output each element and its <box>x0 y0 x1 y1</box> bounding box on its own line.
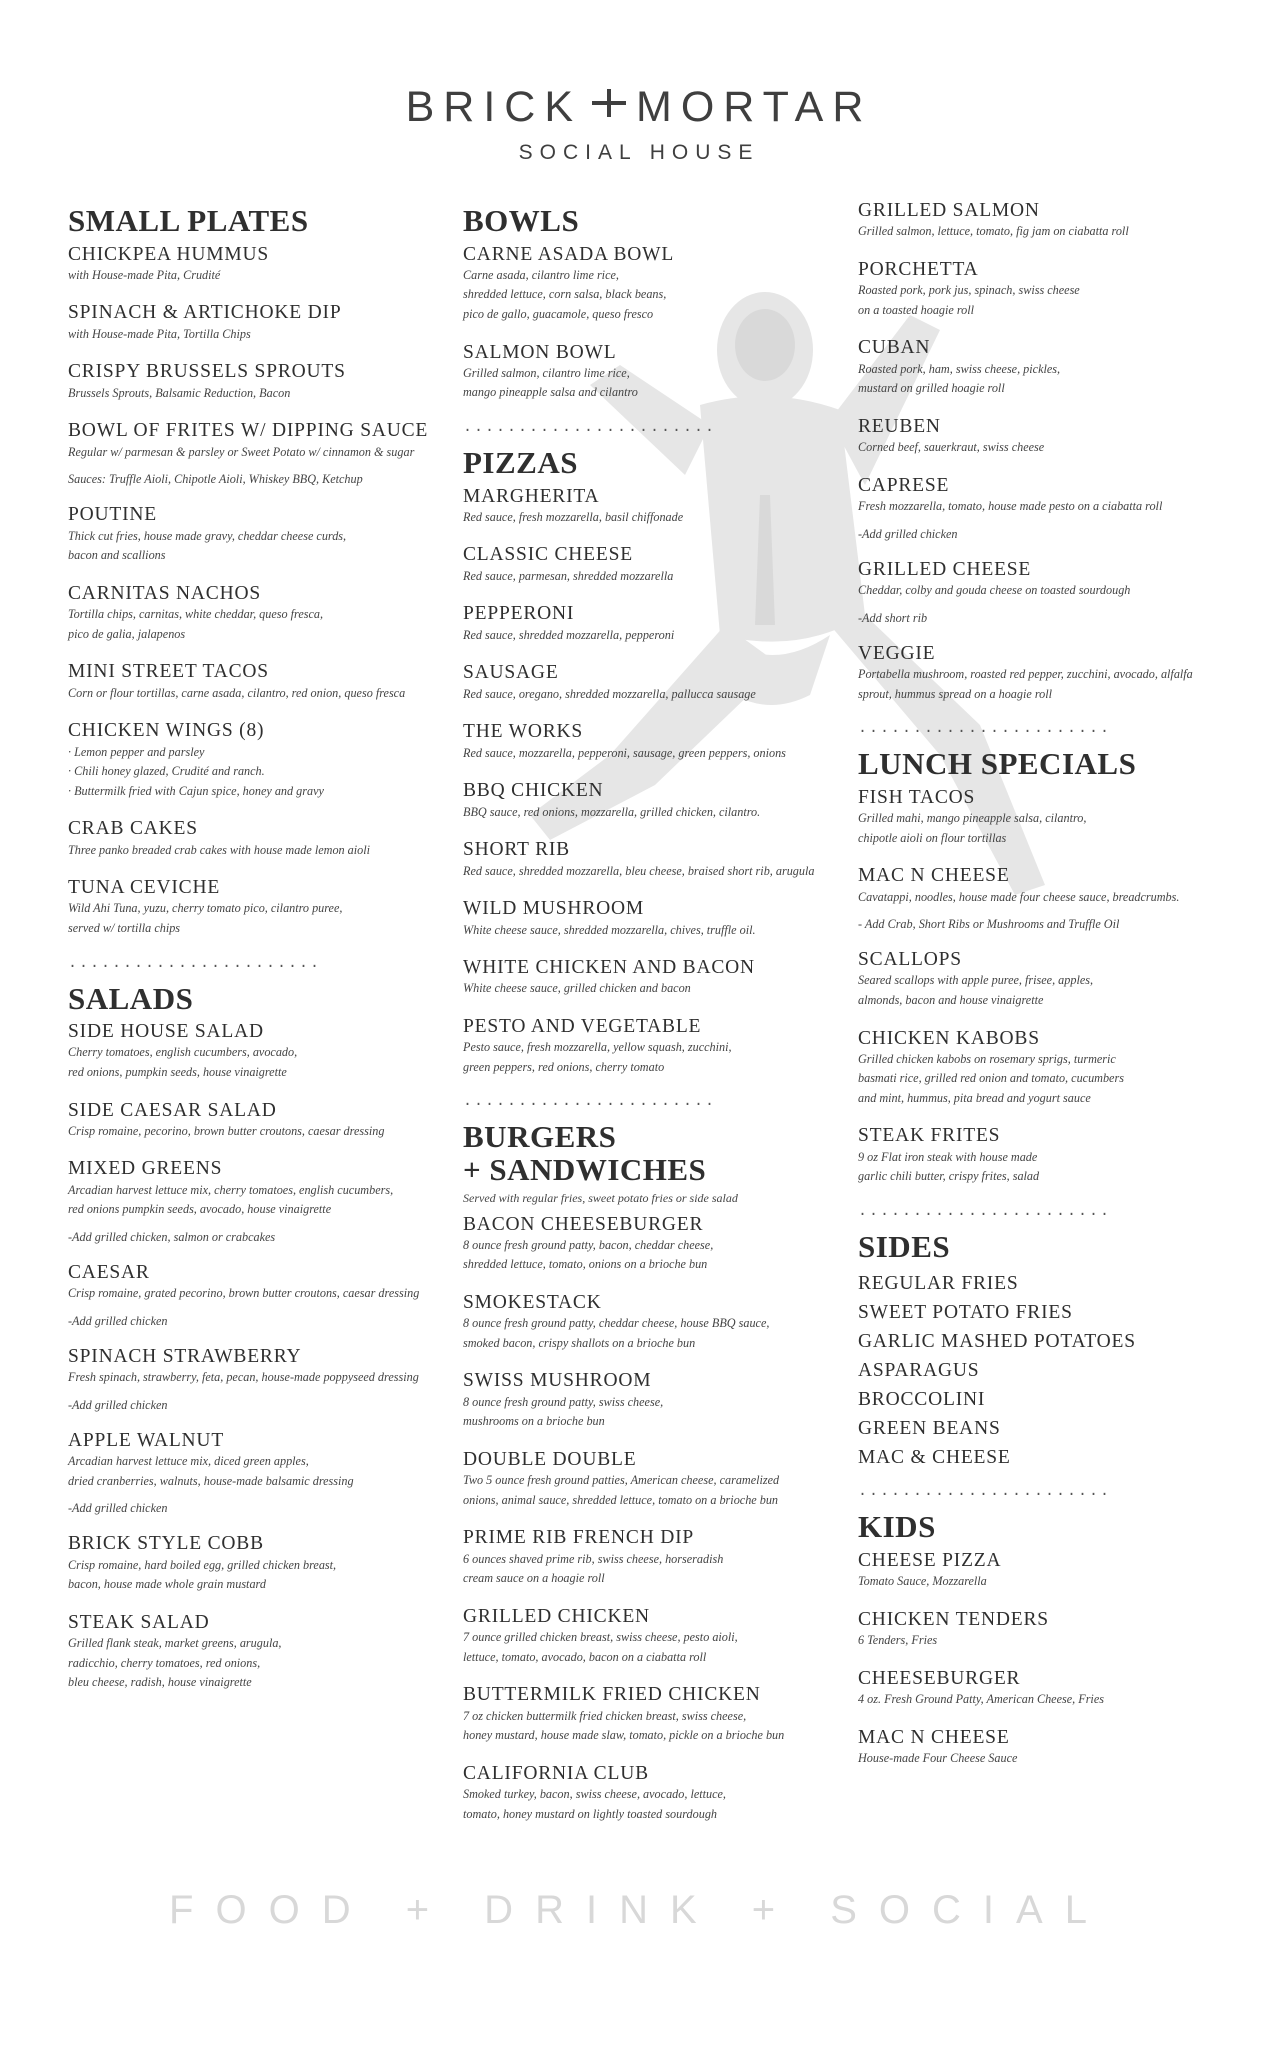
menu-item-description: Grilled salmon, lettuce, tomato, fig jam on ciabatta roll <box>858 224 1129 239</box>
menu-item-description: Fresh mozzarella, tomato, house made pesto on a ciabatta roll <box>858 499 1163 514</box>
side-item: BROCCOLINI <box>858 1389 986 1411</box>
section-title: BOWLS <box>463 203 580 238</box>
menu-item-description: 8 ounce fresh ground patty, bacon, cheddar cheese, <box>463 1237 714 1252</box>
menu-item-description: House-made Four Cheese Sauce <box>858 1751 1018 1766</box>
menu-item-name: STEAK SALAD <box>68 1611 210 1633</box>
menu-item-name: CRAB CAKES <box>68 818 198 840</box>
section-subtitle: Served with regular fries, sweet potato fries or side salad <box>463 1190 738 1205</box>
menu-item-description: Corned beef, sauerkraut, swiss cheese <box>858 440 1045 455</box>
menu-item-description: Tortilla chips, carnitas, white cheddar, queso fresca, <box>68 607 324 622</box>
menu-item-name: FISH TACOS <box>858 786 976 808</box>
menu-item-description: honey mustard, house made slaw, tomato, pickle on a brioche bun <box>463 1728 785 1743</box>
menu-item-name: VEGGIE <box>858 642 936 664</box>
menu-item <box>858 337 1258 398</box>
menu-column-2 <box>463 205 858 1841</box>
menu-item-description: cream sauce on a hoagie roll <box>463 1571 605 1586</box>
section-title: SMALL PLATES <box>68 203 309 238</box>
menu-item-description: Grilled salmon, cilantro lime rice, <box>463 365 630 380</box>
menu-item-description: bacon, house made whole grain mustard <box>68 1577 266 1592</box>
menu-item <box>68 302 458 344</box>
menu-item-description: radicchio, cherry tomatoes, red onions, <box>68 1655 261 1670</box>
menu-item <box>68 583 458 644</box>
menu-item <box>68 244 458 286</box>
menu-item-name: SIDE HOUSE SALAD <box>68 1021 264 1043</box>
menu-item-name: CHEESEBURGER <box>858 1667 1021 1689</box>
menu-item <box>463 544 858 586</box>
footer-tagline: FOOD + DRINK + SOCIAL <box>169 1888 1109 1932</box>
menu-item <box>463 1606 858 1667</box>
menu-item-description: served w/ tortilla chips <box>68 920 181 935</box>
menu-item-description: Red sauce, mozzarella, pepperoni, sausage, green peppers, onions <box>463 745 786 760</box>
menu-item-addon: Sauces: Truffle Aioli, Chipotle Aioli, Whiskey BBQ, Ketchup <box>68 472 363 487</box>
menu-item-description: shredded lettuce, tomato, onions on a brioche bun <box>463 1257 708 1272</box>
menu-item-description: almonds, bacon and house vinaigrette <box>858 992 1044 1007</box>
menu-item <box>68 504 458 565</box>
menu-item-description: dried cranberries, walnuts, house-made balsamic dressing <box>68 1473 354 1488</box>
menu-item-description: · Chili honey glazed, Crudité and ranch. <box>68 764 265 779</box>
menu-item-name: DOUBLE DOUBLE <box>463 1448 637 1470</box>
menu-item <box>68 1021 458 1082</box>
menu-item-description: Two 5 ounce fresh ground patties, American cheese, caramelized <box>463 1473 780 1488</box>
menu-item-name: CUBAN <box>858 337 931 359</box>
menu-item-addon: -Add grilled chicken <box>68 1313 168 1328</box>
menu-item-name: THE WORKS <box>463 721 584 743</box>
section-title: KIDS <box>858 1509 936 1545</box>
menu-item <box>463 1016 858 1077</box>
menu-item <box>463 780 858 822</box>
menu-item <box>463 839 858 881</box>
menu-item-description: chipotle aioli on flour tortillas <box>858 830 1007 845</box>
menu-item-name: CARNITAS NACHOS <box>68 582 262 604</box>
menu-item-addon: -Add grilled chicken <box>858 526 958 541</box>
menu-item <box>463 244 858 325</box>
sides-list <box>858 1269 1258 1472</box>
menu-item-name: MAC N CHEESE <box>858 865 1010 887</box>
menu-item-description: Roasted pork, ham, swiss cheese, pickles, <box>858 361 1061 376</box>
menu-item-name: CALIFORNIA CLUB <box>463 1762 649 1784</box>
menu-item <box>68 1158 458 1244</box>
menu-item-description: bacon and scallions <box>68 548 166 563</box>
menu-item-description: mushrooms on a brioche bun <box>463 1414 605 1429</box>
menu-header <box>0 83 1278 165</box>
brand-logo: BRICK MORTAR <box>405 83 873 131</box>
menu-item <box>68 877 458 938</box>
menu-item-addon: -Add grilled chicken <box>68 1501 168 1516</box>
menu-item-addon: -Add grilled chicken, salmon or crabcakes <box>68 1229 276 1244</box>
menu-item-description: Red sauce, shredded mozzarella, bleu cheese, braised short rib, arugula <box>463 863 815 878</box>
menu-item-description: lettuce, tomato, avocado, bacon on a ciabatta roll <box>463 1649 707 1664</box>
menu-item-name: MAC N CHEESE <box>858 1726 1010 1748</box>
menu-item-description: mustard on grilled hoagie roll <box>858 381 1005 396</box>
menu-item-name: STEAK FRITES <box>858 1125 1001 1147</box>
menu-item-name: CARNE ASADA BOWL <box>463 243 675 265</box>
menu-item <box>858 1668 1258 1710</box>
side-item: GARLIC MASHED POTATOES <box>858 1331 1136 1353</box>
menu-item-description: green peppers, red onions, cherry tomato <box>463 1059 665 1074</box>
menu-item-name: APPLE WALNUT <box>68 1429 225 1451</box>
side-item: ASPARAGUS <box>858 1360 980 1382</box>
menu-item <box>858 200 1258 242</box>
menu-item-description: Portabella mushroom, roasted red pepper, zucchini, avocado, alfalfa <box>858 667 1193 682</box>
menu-column-3 <box>858 200 1258 1786</box>
menu-item-description: Red sauce, shredded mozzarella, pepperoni <box>463 627 675 642</box>
menu-item <box>463 957 858 999</box>
menu-item-description: red onions, pumpkin seeds, house vinaigrette <box>68 1064 287 1079</box>
menu-item-name: BUTTERMILK FRIED CHICKEN <box>463 1684 761 1706</box>
menu-item-name: WHITE CHICKEN AND BACON <box>463 957 755 979</box>
menu-item <box>68 661 458 703</box>
menu-item-description: 6 ounces shaved prime rib, swiss cheese, horseradish <box>463 1551 724 1566</box>
menu-item <box>463 721 858 763</box>
menu-item <box>463 1370 858 1431</box>
menu-item-name: GRILLED CHEESE <box>858 558 1032 580</box>
menu-item-name: PEPPERONI <box>463 603 575 625</box>
side-item: SWEET POTATO FRIES <box>858 1302 1073 1324</box>
menu-item-description: Thick cut fries, house made gravy, cheddar cheese curds, <box>68 528 347 543</box>
menu-item-description: Cherry tomatoes, english cucumbers, avocado, <box>68 1045 298 1060</box>
menu-item-description: Seared scallops with apple puree, frisee, apples, <box>858 973 1094 988</box>
menu-item-description: pico de galia, jalapenos <box>68 626 186 641</box>
menu-item-description: Smoked turkey, bacon, swiss cheese, avocado, lettuce, <box>463 1787 726 1802</box>
menu-item-name: SALMON BOWL <box>463 341 617 363</box>
menu-item <box>463 898 858 940</box>
section-title: PIZZAS <box>463 444 578 480</box>
menu-item <box>858 475 1258 542</box>
menu-item <box>858 949 1258 1010</box>
menu-item-description: 4 oz. Fresh Ground Patty, American Cheese, Fries <box>858 1692 1104 1707</box>
menu-item-addon: - Add Crab, Short Ribs or Mushrooms and Truffle Oil <box>858 917 1120 932</box>
menu-item <box>463 662 858 704</box>
menu-item-name: PORCHETTA <box>858 258 979 280</box>
menu-item-name: CAESAR <box>68 1261 150 1283</box>
section-divider: ....................... <box>463 418 717 436</box>
menu-item-description: Red sauce, oregano, shredded mozzarella, pallucca sausage <box>463 686 756 701</box>
menu-item <box>68 1346 458 1413</box>
menu-item-name: TUNA CEVICHE <box>68 877 221 899</box>
menu-item-addon: -Add grilled chicken <box>68 1397 168 1412</box>
menu-item-description: Red sauce, fresh mozzarella, basil chiffonade <box>463 509 684 524</box>
menu-item-name: MIXED GREENS <box>68 1158 223 1180</box>
menu-item-description: Grilled flank steak, market greens, arugula, <box>68 1636 282 1651</box>
menu-item-description: Pesto sauce, fresh mozzarella, yellow squash, zucchini, <box>463 1040 732 1055</box>
section-divider: ....................... <box>858 720 1112 738</box>
menu-item <box>858 259 1258 320</box>
menu-item-name: SPINACH STRAWBERRY <box>68 1345 302 1367</box>
menu-item-description: garlic chili butter, crispy frites, salad <box>858 1169 1040 1184</box>
menu-item-name: GRILLED SALMON <box>858 200 1040 221</box>
menu-item <box>463 1449 858 1510</box>
menu-item-name: WILD MUSHROOM <box>463 898 645 920</box>
menu-item-description: Crisp romaine, pecorino, brown butter croutons, caesar dressing <box>68 1123 385 1138</box>
menu-item <box>858 416 1258 458</box>
menu-item-description: Brussels Sprouts, Balsamic Reduction, Bacon <box>68 385 291 400</box>
menu-item-description: smoked bacon, crispy shallots on a brioche bun <box>463 1335 696 1350</box>
menu-item-description: 8 ounce fresh ground patty, cheddar cheese, house BBQ sauce, <box>463 1316 770 1331</box>
menu-item <box>68 818 458 860</box>
menu-item-name: CHICKEN TENDERS <box>858 1608 1049 1630</box>
menu-item-name: BRICK STYLE COBB <box>68 1533 264 1555</box>
menu-item-description: 6 Tenders, Fries <box>858 1633 938 1648</box>
menu-item-name: SAUSAGE <box>463 662 559 684</box>
menu-item-name: CLASSIC CHEESE <box>463 544 633 566</box>
menu-item-name: GRILLED CHICKEN <box>463 1605 650 1627</box>
menu-item-description: and mint, hummus, pita bread and yogurt sauce <box>858 1090 1091 1105</box>
menu-item-description: sprout, hummus spread on a hoagie roll <box>858 686 1052 701</box>
menu-item-description: bleu cheese, radish, house vinaigrette <box>68 1675 252 1690</box>
menu-item-name: SIDE CAESAR SALAD <box>68 1099 277 1121</box>
menu-item-description: 7 oz chicken buttermilk fried chicken breast, swiss cheese, <box>463 1708 747 1723</box>
section-title: BURGERS + SANDWICHES <box>463 1119 707 1187</box>
menu-item-name: MARGHERITA <box>463 485 600 507</box>
menu-item-description: with House-made Pita, Tortilla Chips <box>68 326 251 341</box>
menu-item <box>858 787 1258 848</box>
menu-item-name: SMOKESTACK <box>463 1291 602 1313</box>
menu-item-description: with House-made Pita, Crudité <box>68 267 221 282</box>
menu-item-name: CRISPY BRUSSELS SPROUTS <box>68 361 346 383</box>
menu-item-description: · Buttermilk fried with Cajun spice, honey and gravy <box>68 783 324 798</box>
brand-subtitle: SOCIAL HOUSE <box>518 141 760 164</box>
menu-item-description: Arcadian harvest lettuce mix, diced green apples, <box>68 1454 309 1469</box>
menu-item-description: Corn or flour tortillas, carne asada, cilantro, red onion, queso fresca <box>68 685 406 700</box>
section-divider: ....................... <box>463 1093 717 1111</box>
menu-item-description: BBQ sauce, red onions, mozzarella, grilled chicken, cilantro. <box>463 804 761 819</box>
menu-item-name: MINI STREET TACOS <box>68 661 269 683</box>
menu-item-description: 8 ounce fresh ground patty, swiss cheese, <box>463 1394 664 1409</box>
menu-item <box>858 559 1258 626</box>
menu-item <box>463 342 858 403</box>
plus-icon <box>590 87 628 119</box>
menu-item <box>463 1527 858 1588</box>
menu-item-description: Cavatappi, noodles, house made four cheese sauce, breadcrumbs. <box>858 889 1180 904</box>
menu-item <box>68 361 458 403</box>
menu-item-name: BACON CHEESEBURGER <box>463 1213 704 1235</box>
menu-item-name: BBQ CHICKEN <box>463 780 604 802</box>
menu-item <box>858 865 1258 932</box>
menu-item-description: Crisp romaine, hard boiled egg, grilled chicken breast, <box>68 1557 337 1572</box>
menu-item <box>463 1763 858 1824</box>
menu-item-description: Regular w/ parmesan & parsley or Sweet Potato w/ cinnamon & sugar <box>68 444 415 459</box>
menu-item <box>858 643 1258 704</box>
section-title: SALADS <box>68 980 194 1016</box>
menu-item-description: shredded lettuce, corn salsa, black beans, <box>463 287 667 302</box>
menu-item-name: SWISS MUSHROOM <box>463 1370 652 1392</box>
menu-item <box>68 1612 458 1693</box>
menu-item-description: Three panko breaded crab cakes with house made lemon aioli <box>68 842 371 857</box>
menu-item-description: on a toasted hoagie roll <box>858 302 975 317</box>
menu-item-name: CHICKEN KABOBS <box>858 1027 1040 1049</box>
menu-item-name: PESTO AND VEGETABLE <box>463 1015 702 1037</box>
menu-item-description: Arcadian harvest lettuce mix, cherry tomatoes, english cucumbers, <box>68 1182 394 1197</box>
menu-item-name: POUTINE <box>68 504 158 526</box>
menu-item-name: SPINACH & ARTICHOKE DIP <box>68 302 342 324</box>
menu-item-description: Tomato Sauce, Mozzarella <box>858 1574 987 1589</box>
menu-item-description: 9 oz Flat iron steak with house made <box>858 1149 1038 1164</box>
menu-item <box>68 1533 458 1594</box>
menu-item <box>858 1609 1258 1651</box>
menu-item <box>858 1550 1258 1592</box>
menu-item-description: White cheese sauce, shredded mozzarella, chives, truffle oil. <box>463 922 756 937</box>
menu-item-description: pico de gallo, guacamole, queso fresco <box>463 307 654 321</box>
menu-item-description: 7 ounce grilled chicken breast, swiss cheese, pesto aioli, <box>463 1630 738 1645</box>
section-divider: ....................... <box>68 954 322 972</box>
menu-item <box>68 420 458 487</box>
section-title: LUNCH SPECIALS <box>858 746 1137 782</box>
menu-item <box>463 1214 858 1275</box>
menu-item-description: Wild Ahi Tuna, yuzu, cherry tomato pico, cilantro puree, <box>68 901 343 916</box>
section-title: SIDES <box>858 1228 951 1264</box>
menu-item-description: Cheddar, colby and gouda cheese on toasted sourdough <box>858 583 1131 598</box>
menu-item-name: SHORT RIB <box>463 839 570 861</box>
menu-item-description: Carne asada, cilantro lime rice, <box>463 267 619 282</box>
menu-item-description: Red sauce, parmesan, shredded mozzarella <box>463 568 674 583</box>
menu-item-description: Crisp romaine, grated pecorino, brown butter croutons, caesar dressing <box>68 1286 420 1301</box>
menu-item <box>858 1125 1258 1186</box>
menu-item <box>68 1262 458 1329</box>
menu-item-description: basmati rice, grilled red onion and tomato, cucumbers <box>858 1071 1124 1086</box>
menu-column-1 <box>68 205 458 1710</box>
menu-item <box>463 1292 858 1353</box>
menu-item <box>68 1430 458 1516</box>
menu-item-name: CHICKEN WINGS (8) <box>68 720 265 742</box>
menu-item-description: Grilled chicken kabobs on rosemary sprigs, turmeric <box>858 1051 1116 1066</box>
menu-item-description: Fresh spinach, strawberry, feta, pecan, house-made poppyseed dressing <box>68 1370 419 1385</box>
menu-item-description: · Lemon pepper and parsley <box>68 744 205 759</box>
menu-item-addon: -Add short rib <box>858 610 928 625</box>
side-item: GREEN BEANS <box>858 1418 1001 1440</box>
menu-item-name: SCALLOPS <box>858 949 962 971</box>
menu-item-description: onions, animal sauce, shredded lettuce, tomato on a brioche bun <box>463 1492 779 1507</box>
menu-item-name: CHEESE PIZZA <box>858 1550 1002 1572</box>
side-item: REGULAR FRIES <box>858 1273 1019 1295</box>
menu-item-description: tomato, honey mustard on lightly toasted sourdough <box>463 1806 718 1821</box>
menu-item <box>463 486 858 528</box>
menu-item <box>858 1727 1258 1769</box>
menu-item-description: red onions pumpkin seeds, avocado, house vinaigrette <box>68 1202 332 1217</box>
menu-item-name: CAPRESE <box>858 474 950 496</box>
side-item: MAC & CHEESE <box>858 1447 1011 1469</box>
menu-item-name: BOWL OF FRITES W/ DIPPING SAUCE <box>68 420 429 442</box>
menu-item <box>463 603 858 645</box>
menu-item-name: REUBEN <box>858 415 941 437</box>
menu-item <box>68 1100 458 1142</box>
menu-item <box>68 720 458 801</box>
menu-item-description: mango pineapple salsa and cilantro <box>463 385 638 400</box>
menu-item <box>858 1028 1258 1109</box>
menu-item-name: PRIME RIB FRENCH DIP <box>463 1527 695 1549</box>
section-divider: ....................... <box>858 1202 1112 1220</box>
menu-item-description: Roasted pork, pork jus, spinach, swiss cheese <box>858 283 1080 298</box>
menu-item-description: White cheese sauce, grilled chicken and bacon <box>463 981 691 996</box>
menu-item <box>463 1684 858 1745</box>
menu-item-name: CHICKPEA HUMMUS <box>68 243 270 265</box>
section-divider: ....................... <box>858 1483 1112 1501</box>
menu-item-description: Grilled mahi, mango pineapple salsa, cilantro, <box>858 811 1087 826</box>
